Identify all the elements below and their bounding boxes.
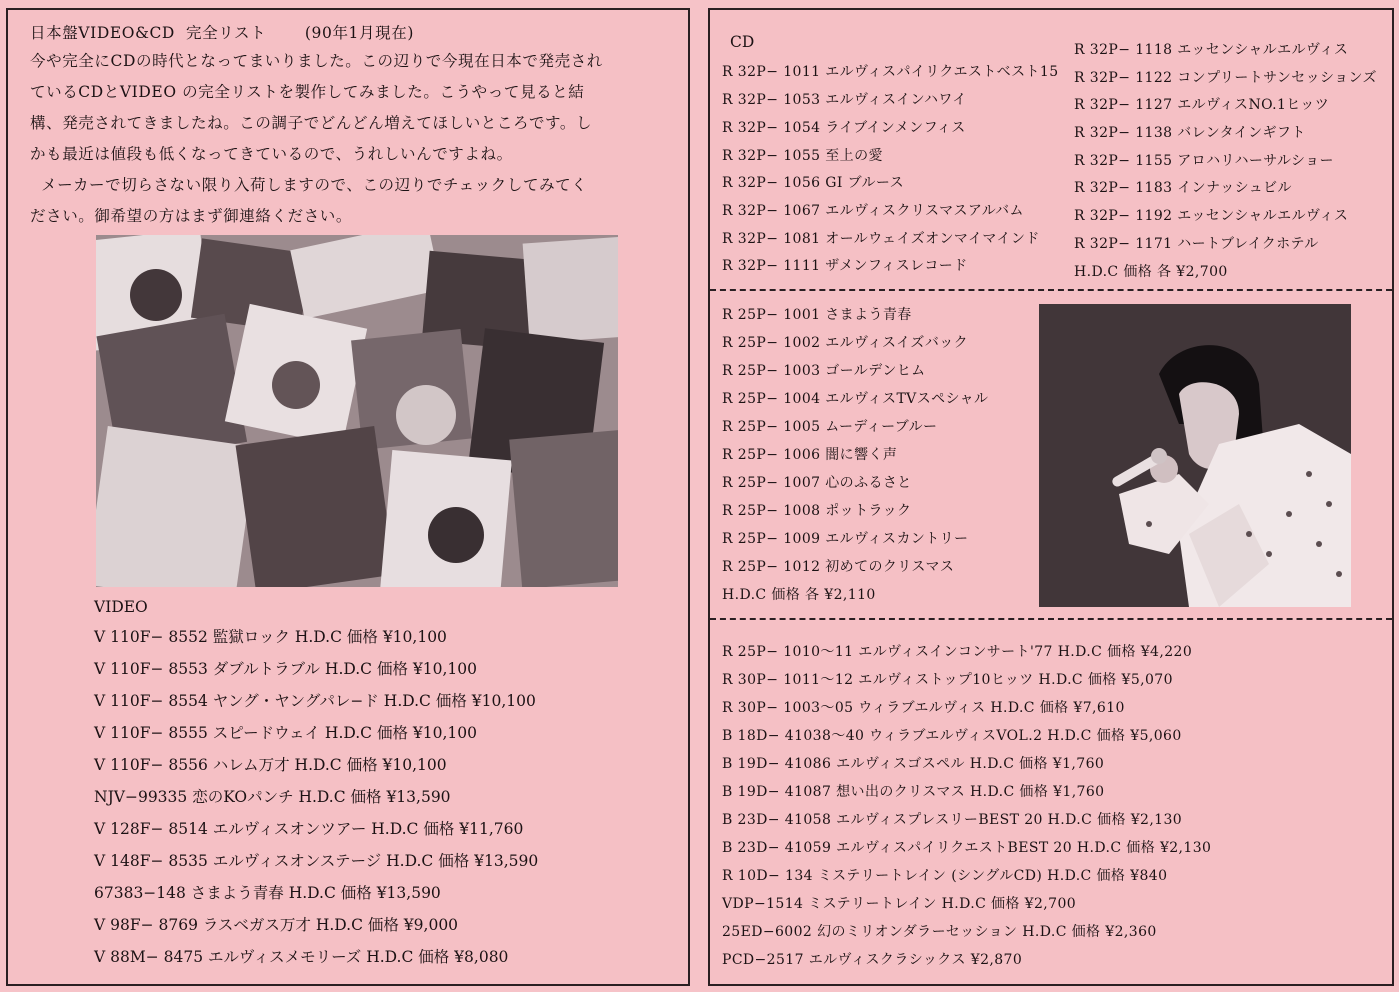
video-heading: VIDEO [94,598,148,616]
video-row: V 110F− 8552 監獄ロック H.D.C 価格 ¥10,100 [94,628,447,646]
cd-row: R 32P− 1118 エッセンシャルエルヴィス [1074,42,1349,58]
cd-row: R 32P− 1053 エルヴィスインハワイ [722,92,967,108]
cd-row: 25ED−6002 幻のミリオンダラーセッション H.D.C 価格 ¥2,360 [722,924,1157,940]
cd-row: B 23D− 41059 エルヴィスパイリクエストBEST 20 H.D.C 価格 ¥2,130 [722,840,1212,856]
video-row: V 128F− 8514 エルヴィスオンツアー H.D.C 価格 ¥11,760 [94,820,524,838]
video-row: V 110F− 8555 スピードウェイ H.D.C 価格 ¥10,100 [94,724,477,742]
elvis-concert-photo [1039,304,1351,607]
cd-row: R 32P− 1054 ライブインメンフィス [722,120,966,136]
cd-row: R 32P− 1192 エッセンシャルエルヴィス [1074,208,1349,224]
section-divider [710,618,1392,620]
video-row: V 88M− 8475 エルヴィスメモリーズ H.D.C 価格 ¥8,080 [94,948,509,966]
cd-row: R 32P− 1127 エルヴィスNO.1ヒッツ [1074,97,1330,113]
price-label: H.D.C 価格 各 ¥2,110 [722,587,876,603]
cd-row: R 32P− 1056 GI ブルース [722,175,904,191]
cd-row: R 32P− 1111 ザメンフィスレコード [722,258,968,274]
cd-heading: CD [730,33,755,51]
video-row: V 110F− 8554 ヤング・ヤングパレ−ド H.D.C 価格 ¥10,100 [94,692,536,710]
cd-row: R 25P− 1003 ゴールデンヒム [722,363,926,379]
intro-line: ださい。御希望の方はまず御連絡ください。 [30,207,353,225]
cd-row: R 25P− 1006 闇に響く声 [722,447,898,463]
cd-row: R 25P− 1002 エルヴィスイズバック [722,335,969,351]
cd-row: R 32P− 1155 アロハリハーサルショー [1074,153,1334,169]
cd-row: B 18D− 41038〜40 ウィラブエルヴィスVOL.2 H.D.C 価格 ¥5,060 [722,728,1182,744]
page-header: 日本盤VIDEO&CD 完全リスト (90年1月現在) [30,24,414,42]
cd-row: R 32P− 1055 至上の愛 [722,148,883,164]
cd-row: R 25P− 1007 心のふるさと [722,475,912,491]
price-label: H.D.C 価格 各 ¥2,700 [1074,264,1228,280]
cd-row: R 25P− 1008 ポットラック [722,503,912,519]
intro-line: メーカーで切らさない限り入荷しますので、この辺りでチェックしてみてく [30,176,588,194]
cd-row: R 32P− 1171 ハートブレイクホテル [1074,236,1319,252]
left-page [6,8,690,986]
intro-line: 構、発売されてきましたね。この調子でどんどん増えてほしいところです。し [30,114,593,132]
cd-row: R 30P− 1011〜12 エルヴィストップ10ヒッツ H.D.C 価格 ¥5,070 [722,672,1173,688]
cd-row: R 25P− 1012 初めてのクリスマス [722,559,955,575]
video-row: V 110F− 8553 ダブルトラブル H.D.C 価格 ¥10,100 [94,660,477,678]
cd-row: PCD−2517 エルヴィスクラシックス ¥2,870 [722,952,1023,968]
cd-row: R 32P− 1067 エルヴィスクリスマスアルバム [722,203,1024,219]
cd-row: R 25P− 1005 ムーディーブルー [722,419,938,435]
cd-row: R 25P− 1004 エルヴィスTVスペシャル [722,391,989,407]
cd-row: R 25P− 1001 さまよう青春 [722,307,912,323]
cd-row: B 23D− 41058 エルヴィスプレスリーBEST 20 H.D.C 価格 ¥2,130 [722,812,1183,828]
video-row: V 98F− 8769 ラスベガス万才 H.D.C 価格 ¥9,000 [94,916,459,934]
video-row: 67383−148 さまよう青春 H.D.C 価格 ¥13,590 [94,884,441,902]
section-divider [710,289,1392,291]
cd-row: R 32P− 1081 オールウェイズオンマイマインド [722,231,1040,247]
video-row: V 148F− 8535 エルヴィスオンステージ H.D.C 価格 ¥13,590 [94,852,539,870]
cd-row: R 32P− 1183 インナッシュビル [1074,180,1292,196]
intro-block [30,20,680,232]
video-row: V 110F− 8556 ハレム万才 H.D.C 価格 ¥10,100 [94,756,447,774]
cd-row: R 32P− 1138 バレンタインギフト [1074,125,1306,141]
right-page [708,8,1394,986]
cd-row: R 32P− 1122 コンプリートサンセッションズ [1074,70,1377,86]
cd-row: R 30P− 1003〜05 ウィラブエルヴィス H.D.C 価格 ¥7,610 [722,700,1125,716]
cd-row: R 25P− 1009 エルヴィスカントリー [722,531,969,547]
cd-row: VDP−1514 ミステリートレイン H.D.C 価格 ¥2,700 [722,896,1077,912]
cd-collage-photo [96,235,618,587]
cd-row: B 19D− 41086 エルヴィスゴスペル H.D.C 価格 ¥1,760 [722,756,1105,772]
video-row: NJV−99335 恋のKOパンチ H.D.C 価格 ¥13,590 [94,788,451,806]
cd-row: B 19D− 41087 想い出のクリスマス H.D.C 価格 ¥1,760 [722,784,1105,800]
cd-row: R 10D− 134 ミステリートレイン (シングルCD) H.D.C 価格 ¥840 [722,868,1168,884]
intro-line: ているCDとVIDEO の完全リストを製作してみました。こうやって見ると結 [30,83,585,101]
cd-row: R 25P− 1010〜11 エルヴィスインコンサート'77 H.D.C 価格 ¥4,220 [722,644,1193,660]
intro-line: 今や完全にCDの時代となってまいりました。この辺りで今現在日本で発売され [30,52,603,70]
intro-line: かも最近は値段も低くなってきているので、うれしいんですよね。 [30,145,513,163]
cd-row: R 32P− 1011 エルヴィスパイリクエストベスト15 [722,64,1059,80]
